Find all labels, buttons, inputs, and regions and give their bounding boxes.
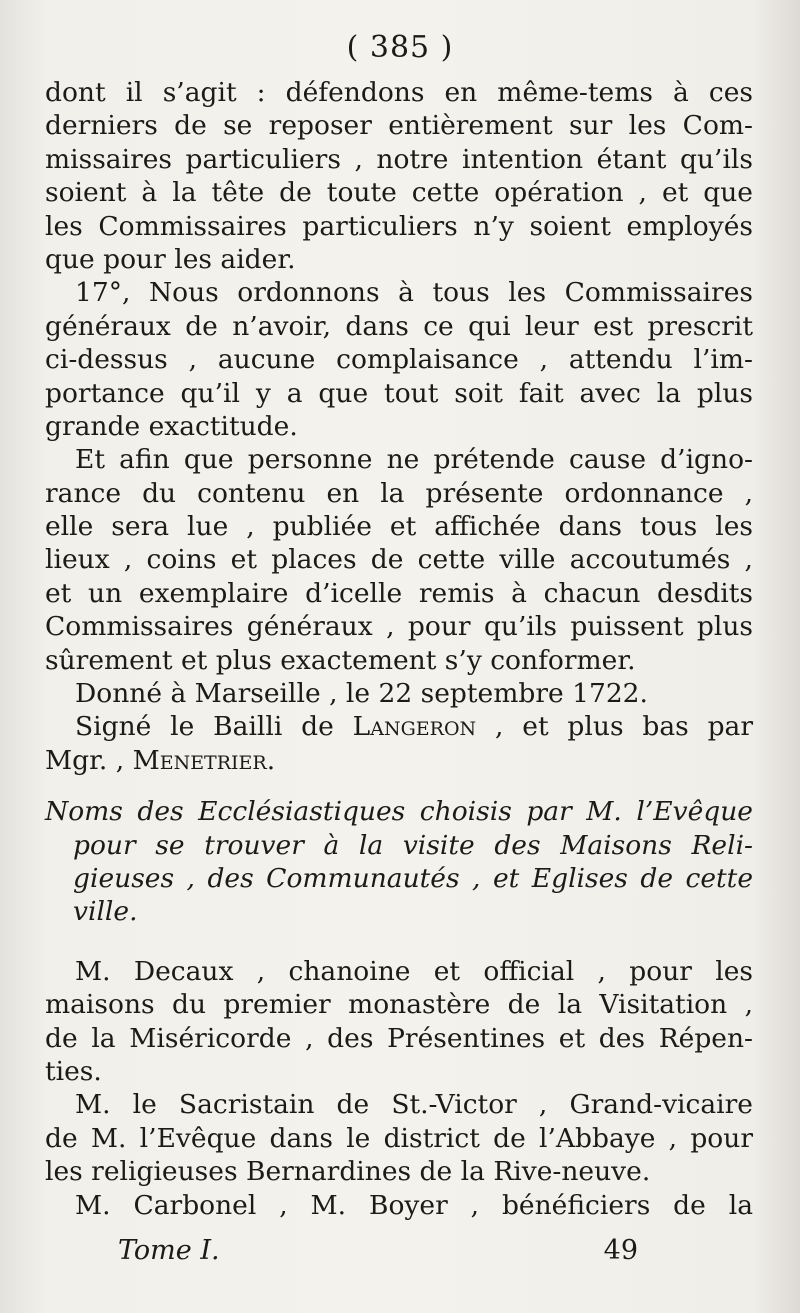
paragraph-publication [45, 443, 753, 677]
signed-by-text: . [266, 744, 276, 776]
page-number-header: ( 385 ) [346, 30, 454, 65]
paragraph-carbonel [45, 1189, 753, 1222]
paragraph-date [45, 677, 753, 710]
text-line: Commissaires généraux , pour qu’ils puissent plus [45, 611, 753, 643]
page-body [45, 76, 753, 1222]
text-line: et un exemplaire d’icelle remis à chacun desdits [45, 577, 753, 609]
text-line: de M. l’Evêque dans le district de l’Abbaye , pour [45, 1122, 753, 1154]
heading-line: Noms des Ecclésiastiques choisis par M. l’Evêque [45, 796, 753, 828]
text-line: derniers de se reposer entièrement sur les Com- [45, 110, 753, 142]
text-line: missaires particuliers , notre intention étant qu’ils [45, 143, 753, 175]
text-line: ci-dessus , aucune complaisance , attendu l’im- [45, 344, 753, 376]
text-line: Et afin que personne ne prétende cause d’igno- [75, 444, 753, 476]
paragraph-sacristain [45, 1088, 753, 1188]
text-line: rance du contenu en la présente ordonnance , [45, 477, 753, 509]
text-line: maisons du premier monastère de la Visitation , [45, 989, 753, 1021]
text-line: sûrement et plus exactement s’y conformer. [45, 644, 636, 676]
text-line: lieux , coins et places de cette ville accoutumés , [45, 544, 753, 576]
text-line: dont il s’agit : défendons en même-tems à ces [45, 77, 753, 108]
text-line: de la Miséricorde , des Présentines et des Répen- [45, 1022, 753, 1054]
secretary-name: Menetrier [132, 744, 267, 776]
page-footer [118, 1235, 638, 1266]
signed-by-text: Mgr. , [45, 744, 133, 776]
text-line: M. Decaux , chanoine et official , pour les [75, 955, 753, 987]
text-line [45, 710, 753, 743]
spacer [45, 929, 753, 955]
signatory-name: Langeron [352, 711, 477, 743]
text-line: 17°, Nous ordonnons à tous les Commissaires [75, 277, 753, 309]
text-line: portance qu’il y a que tout soit fait avec la plus [45, 377, 753, 409]
text-line [45, 744, 753, 777]
paragraph-defendons [45, 76, 753, 276]
text-line: ties. [45, 1055, 102, 1087]
spacer [45, 777, 753, 795]
heading-line: pour se trouver à la visite des Maisons Reli- [73, 829, 753, 861]
text-line: que pour les aider. [45, 243, 296, 275]
paragraph-article-17 [45, 276, 753, 443]
text-line: elle sera lue , publiée et affichée dans tous les [45, 511, 753, 543]
text-line: généraux de n’avoir, dans ce qui leur est prescrit [45, 310, 753, 342]
text-line: Donné à Marseille , le 22 septembre 1722. [75, 678, 648, 710]
text-line: M. le Sacristain de St.-Victor , Grand-vicaire [75, 1089, 753, 1121]
paragraph-signature [45, 710, 753, 777]
text-line: les Commissaires particuliers n’y soient employés [45, 210, 753, 242]
text-line: les religieuses Bernardines de la Rive-neuve. [45, 1156, 651, 1188]
signed-by-text: Signé le Bailli de [75, 711, 353, 743]
signed-by-text: , et plus bas par [476, 711, 754, 743]
heading-line: ville. [73, 896, 138, 928]
heading-line: gieuses , des Communautés , et Eglises de cette [73, 862, 753, 894]
text-line: soient à la tête de toute cette opération , et que [45, 177, 753, 209]
sheet-number: 49 [603, 1235, 638, 1266]
text-line: grande exactitude. [45, 410, 298, 442]
volume-signature: Tome I. [118, 1235, 220, 1266]
section-heading [45, 795, 753, 929]
paragraph-decaux [45, 955, 753, 1089]
text-line: M. Carbonel , M. Boyer , bénéficiers de la [75, 1189, 753, 1221]
